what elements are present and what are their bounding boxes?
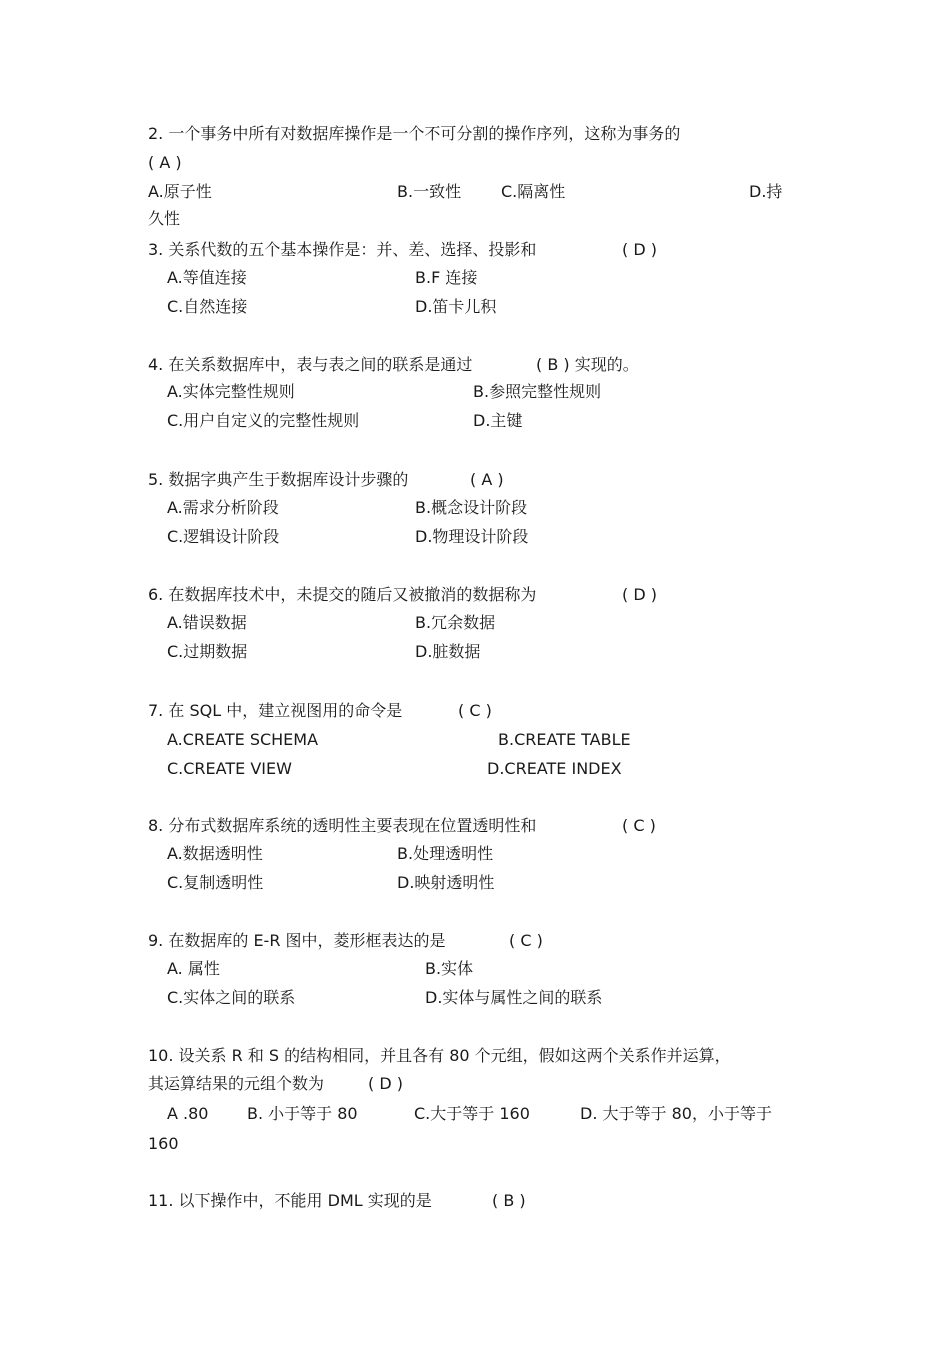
question-10-stem-line-1: 10. 设关系 R 和 S 的结构相同，并且各有 80 个元组，假如这两个关系作并运算， <box>148 1046 731 1065</box>
question-6-option-c: C.过期数据 <box>167 642 248 661</box>
question-8-answer: ( C ) <box>622 816 656 835</box>
question-10-answer: ( D ) <box>368 1074 403 1093</box>
question-9-option-c: C.实体之间的联系 <box>167 988 296 1007</box>
question-3-option-b: B.F 连接 <box>415 268 478 287</box>
question-5-option-a: A.需求分析阶段 <box>167 498 279 517</box>
question-4-option-d: D.主键 <box>473 411 523 430</box>
question-8-option-d: D.映射透明性 <box>397 873 495 892</box>
question-7-option-c: C.CREATE VIEW <box>167 759 292 778</box>
question-2-option-c: C.隔离性 <box>501 182 566 201</box>
question-2-option-b: B.一致性 <box>397 182 462 201</box>
question-5-option-b: B.概念设计阶段 <box>415 498 528 517</box>
question-4-option-a: A.实体完整性规则 <box>167 382 295 401</box>
question-11-answer: ( B ) <box>492 1191 526 1210</box>
question-10-option-b: B. 小于等于 80 <box>247 1104 358 1123</box>
question-7-answer: ( C ) <box>458 701 492 720</box>
question-3-answer: ( D ) <box>622 240 657 259</box>
question-10-option-d: D. 大于等于 80，小于等于 <box>580 1104 772 1123</box>
question-5-option-d: D.物理设计阶段 <box>415 527 529 546</box>
question-8-option-a: A.数据透明性 <box>167 844 263 863</box>
question-7-option-a: A.CREATE SCHEMA <box>167 730 319 749</box>
question-8-option-b: B.处理透明性 <box>397 844 494 863</box>
question-5-option-c: C.逻辑设计阶段 <box>167 527 280 546</box>
question-3-option-d: D.笛卡儿积 <box>415 297 497 316</box>
question-2-option-d: D.持 <box>749 182 783 201</box>
question-2-option-d-continued: 久性 <box>148 209 181 228</box>
question-9-option-a: A. 属性 <box>167 959 220 978</box>
question-6-option-a: A.错误数据 <box>167 613 247 632</box>
question-7-stem: 7. 在 SQL 中，建立视图用的命令是 <box>148 701 403 720</box>
question-8-stem: 8. 分布式数据库系统的透明性主要表现在位置透明性和 <box>148 816 537 835</box>
question-7-option-d: D.CREATE INDEX <box>487 759 622 778</box>
question-5-stem: 5. 数据字典产生于数据库设计步骤的 <box>148 470 409 489</box>
question-10-option-a: A .80 <box>167 1104 209 1123</box>
question-9-stem: 9. 在数据库的 E-R 图中，菱形框表达的是 <box>148 931 446 950</box>
question-3-option-a: A.等值连接 <box>167 268 247 287</box>
question-6-option-b: B.冗余数据 <box>415 613 496 632</box>
question-6-stem: 6. 在数据库技术中，未提交的随后又被撤消的数据称为 <box>148 585 537 604</box>
question-8-option-c: C.复制透明性 <box>167 873 264 892</box>
question-9-option-b: B.实体 <box>425 959 474 978</box>
question-9-answer: ( C ) <box>509 931 543 950</box>
question-4-option-b: B.参照完整性规则 <box>473 382 602 401</box>
question-3-option-c: C.自然连接 <box>167 297 248 316</box>
question-4-answer: ( B ) 实现的。 <box>536 355 639 374</box>
question-7-option-b: B.CREATE TABLE <box>498 730 631 749</box>
question-10-option-d-continued: 160 <box>148 1134 179 1153</box>
question-3-stem: 3. 关系代数的五个基本操作是：并、差、选择、投影和 <box>148 240 537 259</box>
question-10-stem-line-2: 其运算结果的元组个数为 <box>148 1074 325 1093</box>
question-2-option-a: A.原子性 <box>148 182 212 201</box>
question-11-stem: 11. 以下操作中，不能用 DML 实现的是 <box>148 1191 432 1210</box>
question-2-stem: 2. 一个事务中所有对数据库操作是一个不可分割的操作序列，这称为事务的 <box>148 124 681 143</box>
question-5-answer: ( A ) <box>470 470 504 489</box>
question-6-answer: ( D ) <box>622 585 657 604</box>
question-6-option-d: D.脏数据 <box>415 642 481 661</box>
question-4-stem: 4. 在关系数据库中，表与表之间的联系是通过 <box>148 355 473 374</box>
question-4-option-c: C.用户自定义的完整性规则 <box>167 411 360 430</box>
question-2-answer: ( A ) <box>148 153 182 172</box>
question-10-option-c: C.大于等于 160 <box>414 1104 530 1123</box>
question-9-option-d: D.实体与属性之间的联系 <box>425 988 603 1007</box>
